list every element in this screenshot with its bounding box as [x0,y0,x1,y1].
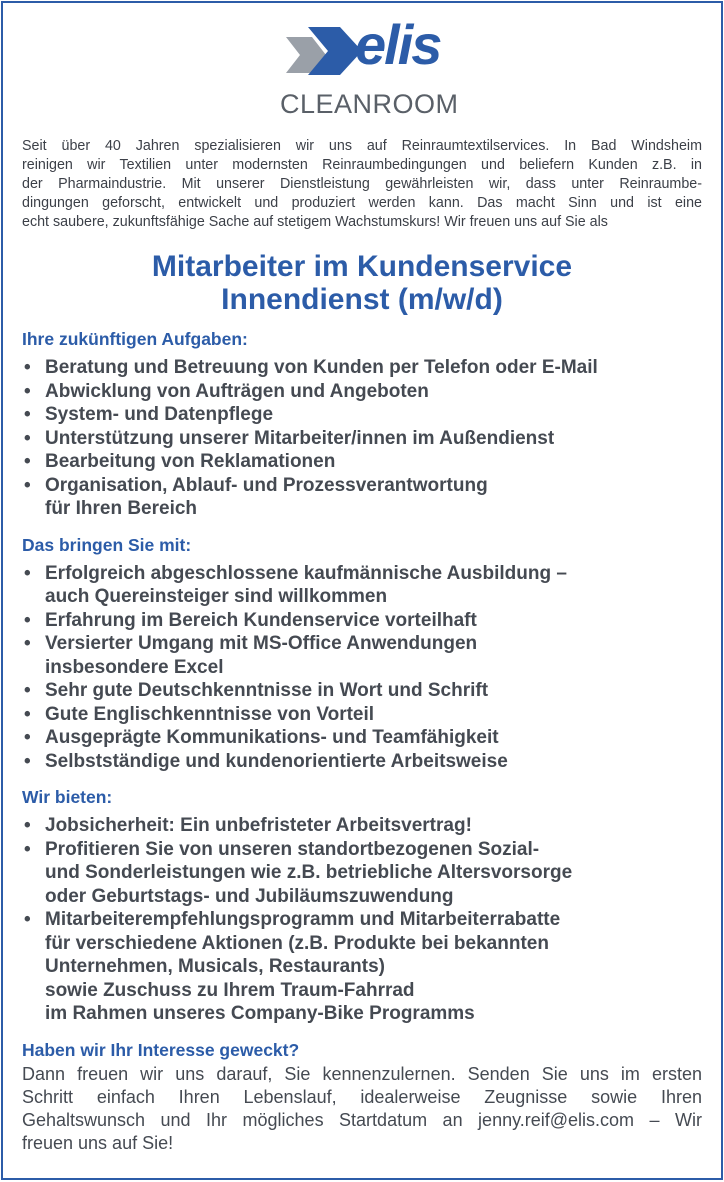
list-item-line: • Beratung und Betreuung von Kunden per Telefon oder E-Mail [45,357,598,378]
intro-paragraph [22,137,702,232]
intro-line: der Pharmaindustrie. Mit unserer Dienstleistung gewährleisten wir, dass unter Reinraumbe- [22,176,702,192]
list-item [22,679,702,703]
intro-line: reinigen wir Textilien unter modernsten Reinraumbedingungen und beliefern Kunden z.B. in [22,157,702,173]
list-item [22,562,702,609]
list-item-line: • Selbstständige und kundenorientierte Arbeitsweise [45,750,508,772]
job-title-line: Mitarbeiter im Kundenservice [151,250,573,283]
list-item-line: auch Quereinsteiger sind willkommen [45,586,388,607]
intro-line: Seit über 40 Jahren spezialisieren wir uns auf Reinraumtextilservices. In Bad Windsheim [22,138,702,154]
list-item [22,726,702,750]
list-item-line: • Jobsicherheit: Ein unbefristeter Arbeitsvertrag! [45,815,472,836]
list-item-line: oder Geburtstags- und Jubiläumszuwendung [45,885,454,907]
list-item-line: für Ihren Bereich [45,498,198,519]
list-item-line: • Sehr gute Deutschkenntnisse in Wort und Schrift [45,680,489,701]
list-item-line: • Bearbeitung von Reklamationen [45,451,336,472]
list-item [22,703,702,727]
intro-line: dingungen geforscht, entwickelt und produziert werden kann. Das macht Sinn und ist eine [22,195,702,211]
list-item-line: • Profitieren Sie von unseren standortbezogenen Sozial- [45,838,540,860]
list-item-line: • Erfolgreich abgeschlossene kaufmännische Ausbildung – [45,562,567,584]
list-item-line: • Abwicklung von Aufträgen und Angeboten [45,380,429,402]
list-item-line: • Erfahrung im Bereich Kundenservice vorteilhaft [45,609,477,631]
contact-line: Schritt einfach Ihren Lebenslauf, idealerweise Zeugnisse sowie Ihren [22,1086,702,1107]
requirements-section [22,534,702,774]
list-item [22,632,702,679]
company-logo [22,3,702,125]
list-item-line: • Ausgeprägte Kommunikations- und Teamfähigkeit [45,727,499,748]
section-heading: Haben wir Ihr Interesse geweckt? [22,1039,300,1060]
bullet-list [22,356,702,521]
contact-line: Gehaltswunsch und Ihr mögliches Startdatum an jenny.reif@elis.com – Wir [22,1109,702,1130]
list-item-line: Unternehmen, Musicals, Restaurants) [45,956,385,977]
list-item-line: im Rahmen unseres Company-Bike Programms [45,1003,475,1024]
intro-line: echt saubere, zukunftsfähige Sache auf stetigem Wachstumskurs! Wir freuen uns auf Sie als [22,214,608,230]
contact-paragraph [22,1063,702,1155]
list-item-line: • Unterstützung unserer Mitarbeiter/innen im Außendienst [45,427,555,449]
brand-wordmark: elis [355,13,441,76]
list-item [22,750,702,774]
list-item [22,356,702,380]
list-item-line: • System- und Datenpflege [45,404,274,425]
tasks-section [22,328,702,521]
list-item-line: • Versierter Umgang mit MS-Office Anwendungen [45,633,478,654]
offers-section [22,786,702,1026]
job-ad [1,1,723,1180]
list-item-line: sowie Zuschuss zu Ihrem Traum-Fahrrad [45,979,415,1001]
list-item-line: für verschiedene Aktionen (z.B. Produkte bei bekannten [45,932,549,954]
contact-line: freuen uns auf Sie! [22,1132,174,1153]
list-item [22,814,702,838]
bullet-list [22,814,702,1026]
bullet-list [22,562,702,774]
list-item [22,908,702,1026]
list-item [22,427,702,451]
list-item [22,838,702,909]
list-item-line: • Mitarbeiterempfehlungsprogramm und Mitarbeiterrabatte [45,909,561,930]
job-title-line: Innendienst (m/w/d) [221,283,503,316]
list-item-line: insbesondere Excel [45,656,224,678]
list-item-line: und Sonderleistungen wie z.B. betriebliche Altersvorsorge [45,862,573,883]
job-title [22,250,702,316]
list-item [22,474,702,521]
section-heading: Wir bieten: [22,787,113,807]
list-item [22,450,702,474]
list-item [22,380,702,404]
section-heading: Ihre zukünftigen Aufgaben: [22,329,248,349]
list-item-line: • Gute Englischkenntnisse von Vorteil [45,703,375,725]
list-item-line: • Organisation, Ablauf- und Prozessverantwortung [45,474,488,496]
contact-section [22,1039,702,1155]
contact-line: Dann freuen wir uns darauf, Sie kennenzulernen. Senden Sie uns im ersten [22,1063,702,1084]
section-heading: Das bringen Sie mit: [22,534,192,555]
list-item [22,403,702,427]
brand-subtitle: CLEANROOM [280,89,459,119]
list-item [22,609,702,633]
